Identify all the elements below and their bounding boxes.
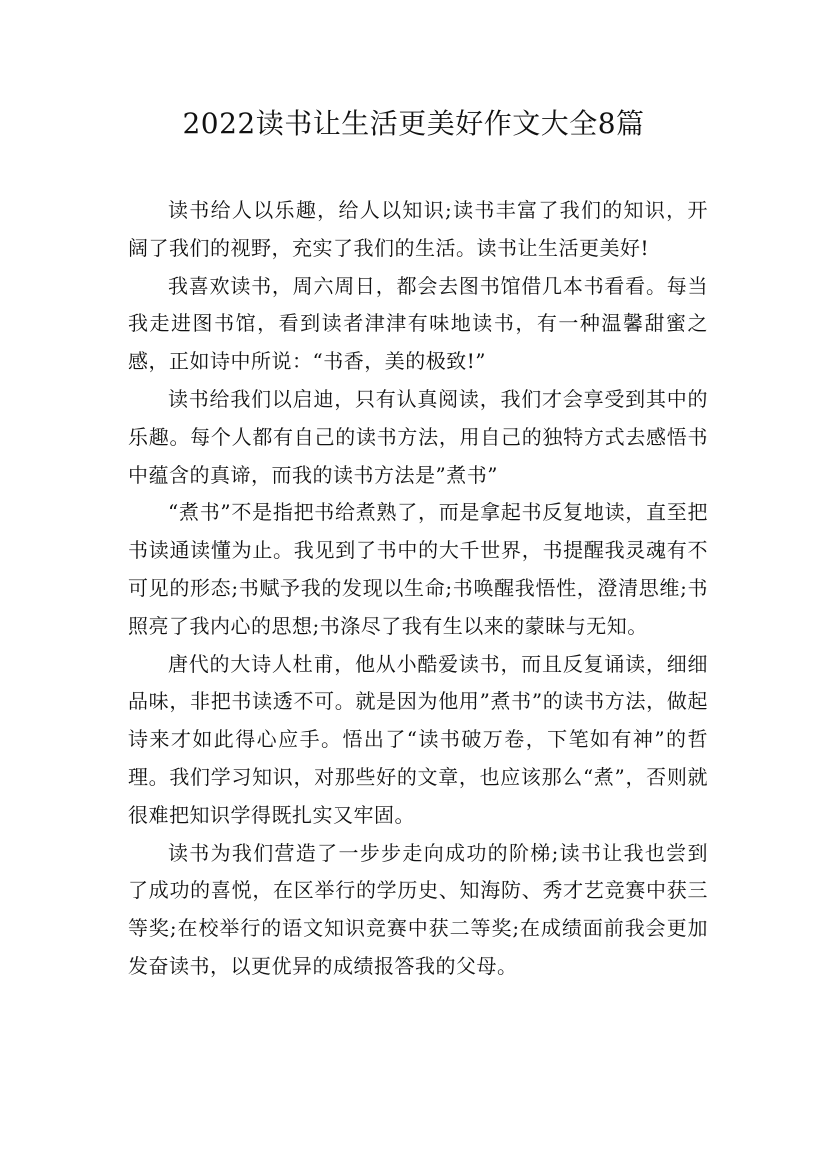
paragraph-5: 唐代的大诗人杜甫，他从小酷爱读书，而且反复诵读，细细品味，非把书读透不可。就是因为他用”煮书”的读书方法，做起诗来才如此得心应手。悟出了“读书破万卷，下笔如有神”的哲理。我们学习知识，对那些好的文章，也应该那么“煮”，否则就很难把知识学得既扎实又牢固。 [128,651,708,827]
paragraph-4: “煮书”不是指把书给煮熟了，而是拿起书反复地读，直至把书读通读懂为止。我见到了书中的大千世界，书提醒我灵魂有不可见的形态;书赋予我的发现以生命;书唤醒我悟性，澄清思维;书照亮了我内心的思想;书涤尽了我有生以来的蒙昧与无知。 [128,500,708,638]
paragraph-6: 读书为我们营造了一步步走向成功的阶梯;读书让我也尝到了成功的喜悦，在区举行的学历史、知海防、秀才艺竞赛中获三等奖;在校举行的语文知识竞赛中获二等奖;在成绩面前我会更加发奋读书，以更优异的成绩报答我的父母。 [128,840,708,978]
paragraph-1: 读书给人以乐趣，给人以知识;读书丰富了我们的知识，开阔了我们的视野，充实了我们的生活。读书让生活更美好! [128,198,708,260]
document-body [128,192,708,986]
document-title: 2022读书让生活更美好作文大全8篇 [182,107,645,140]
paragraph-2: 我喜欢读书，周六周日，都会去图书馆借几本书看看。每当我走进图书馆，看到读者津津有味地读书，有一种温馨甜蜜之感，正如诗中所说：“书香，美的极致!” [128,273,708,374]
paragraph-3: 读书给我们以启迪，只有认真阅读，我们才会享受到其中的乐趣。每个人都有自己的读书方法，用自己的独特方式去感悟书中蕴含的真谛，而我的读书方法是”煮书” [128,386,708,487]
